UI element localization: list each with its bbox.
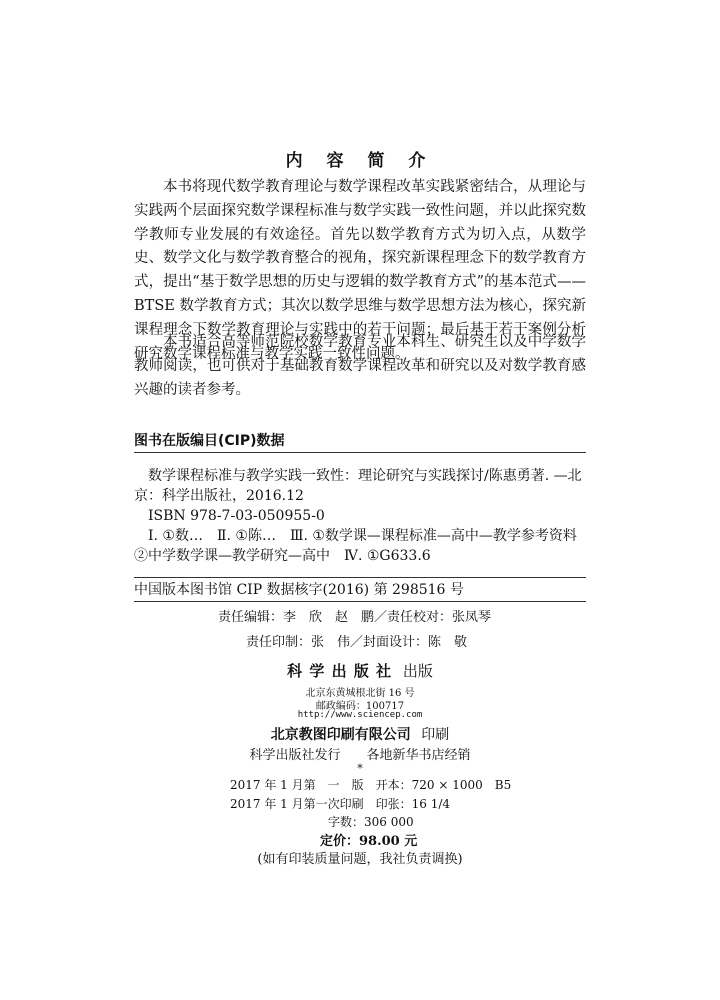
publisher-address: 北京东黄城根北街 16 号 xyxy=(305,688,415,699)
publisher-name: 科 学 出 版 社 xyxy=(287,662,393,680)
price: 定价：98.00 元 xyxy=(320,834,418,849)
printing-line: 2017 年 1 月第一次印刷 印张：16 1/4 xyxy=(230,797,451,811)
printer-suffix: 印刷 xyxy=(421,727,450,743)
publisher-url: http://www.sciencep.com xyxy=(297,710,423,720)
cip-isbn: ISBN 978-7-03-050955-0 xyxy=(148,508,325,524)
cip-bottom-rule xyxy=(134,601,586,602)
printer-line xyxy=(0,724,720,744)
printer-name: 北京教图印刷有限公司 xyxy=(270,727,411,743)
cip-record-line-1: 数学课程标准与教学实践一致性：理论研究与实践探讨/陈惠勇著. —北 xyxy=(148,468,582,484)
cip-record-line-2: 京：科学出版社，2016.12 xyxy=(134,488,304,504)
quality-note: (如有印装质量问题，我社负责调换) xyxy=(257,852,463,867)
distribution-line: 科学出版社发行 各地新华书店经销 xyxy=(249,748,471,763)
separator-star: * xyxy=(357,762,363,775)
edition-line: 2017 年 1 月第 一 版 开本：720 × 1000 B5 xyxy=(230,778,512,792)
word-count: 字数：306 000 xyxy=(328,815,414,829)
cip-classification-2: ②中学数学课—教学研究—高中 Ⅳ. ①G633.6 xyxy=(134,548,431,564)
intro-paragraph-2: 本书适合高等师范院校数学教育专业本科生、研究生以及中学数学教师阅读，也可供对于基础教育数学课程改革和研究以及对数学教育感兴趣的读者参考。 xyxy=(134,334,586,398)
cip-classification-1: Ⅰ. ①数… Ⅱ. ①陈… Ⅲ. ①数学课—课程标准—高中—教学参考资料 xyxy=(148,528,577,544)
cip-verification: 中国版本图书馆 CIP 数据核字(2016) 第 298516 号 xyxy=(134,582,464,598)
publisher-postcode: 邮政编码：100717 xyxy=(315,701,405,712)
cip-middle-rule xyxy=(134,577,586,578)
staff-line-2: 责任印制：张 伟／封面设计：陈 敬 xyxy=(246,635,468,650)
publisher-line xyxy=(0,660,720,681)
staff-line-1: 责任编辑：李 欣 赵 鹏／责任校对：张凤琴 xyxy=(218,610,492,625)
publisher-suffix: 出版 xyxy=(402,662,433,680)
intro-paragraph-1: 本书将现代数学教育理论与数学课程改革实践紧密结合，从理论与实践两个层面探究数学课程标准与数学实践一致性问题，并以此探究数学教师专业发展的有效途径。首先以数学教育方式为切入点，从数学史、数学文化与数学教育整合的视角，探究新课程理念下的数学教育方式，提出“基于数学思想的历史与逻辑的数学教育方式”的基本范式——BTSE 数学教育方式；其次以数学思维与数学思想方法为核心，探究新课程理念下数学教育理论与实践中的若干问题；最后基于若干案例分析研究数学课程标准与教学实践一致性问题。 xyxy=(134,179,586,362)
cip-header: 图书在版编目(CIP)数据 xyxy=(134,433,285,449)
cip-top-rule xyxy=(134,452,586,453)
page-title: 内 容 简 介 xyxy=(285,151,435,171)
